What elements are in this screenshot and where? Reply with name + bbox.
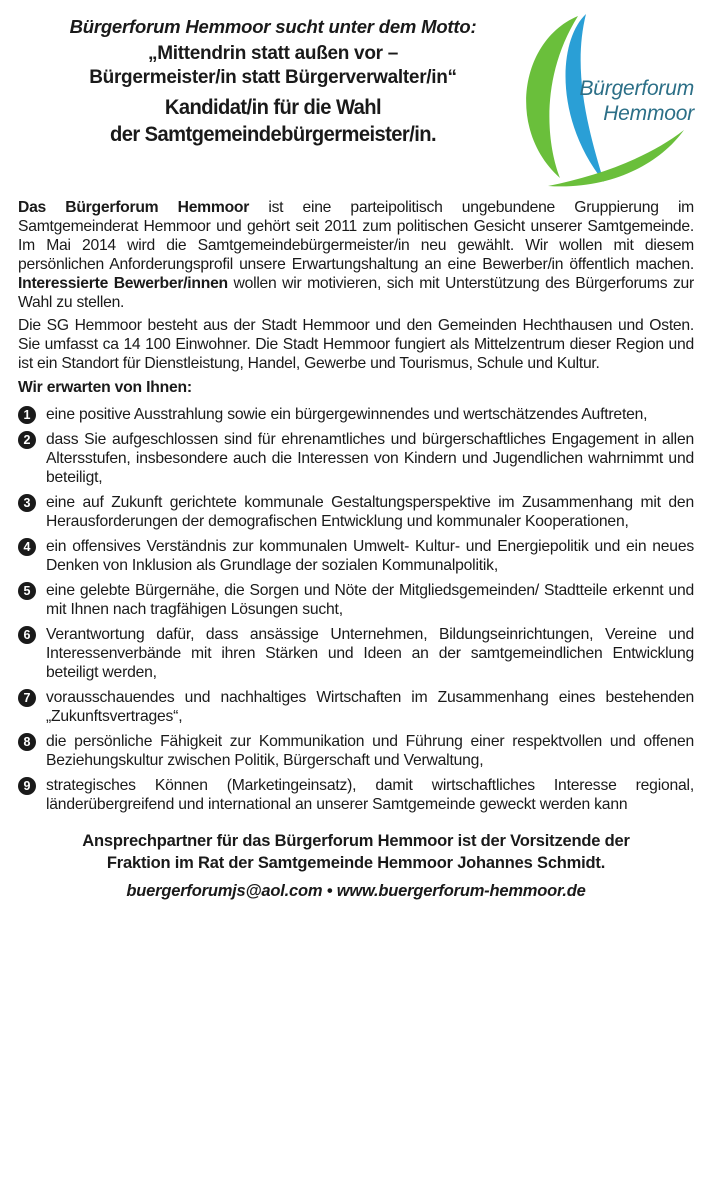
expectation-item [18,537,694,575]
website-link[interactable]: www.buergerforum-hemmoor.de [336,882,586,900]
intro-prefix: Bürgerforum Hemmoor [69,16,276,37]
expectation-item [18,430,694,487]
intro-strong-applicants: Interessierte Bewerber/innen [18,275,228,292]
expectations-list [18,405,694,814]
expectation-item [18,493,694,531]
expectation-text: die persönliche Fähigkeit zur Kommunikation und Führung einer respektvollen und offenen Beziehungskultur zwischen Politik, Bürgerschaft und Verwaltung, [46,733,694,769]
intro-text-a: ist eine parteipolitisch ungebundene Gruppierung im Samtgemeinderat Hemmoor und gehört seit 2011 zum politischen Gesicht unserer Samtgemeinde. Im Mai 2014 wird die Samtgemeindebürgermeister/in neu gewählt. Wir wollen mit diesem persönlichen Anforderungsprofil unsere Erwartungshaltung an eine Bewerber/in öffentlich machen. [18,199,694,273]
intro-suffix: unter dem Motto: [323,16,477,37]
headline-line-2: der Samtgemeindebürgermeister/in. [109,123,437,146]
expectation-text: vorausschauendes und nachhaltiges Wirtschaften im Zusammenhang eines bestehenden „Zukunftsvertrages“, [46,689,694,725]
email-link[interactable]: buergerforumjs@aol.com [126,882,323,900]
contact-line-2: Fraktion im Rat der Samtgemeinde Hemmoor Johannes Schmidt. [106,854,606,872]
expectation-text: eine gelebte Bürgernähe, die Sorgen und Nöte der Mitgliedsgemeinden/ Stadtteile erkennt und mit Ihnen nach tragfähigen Lösungen sucht, [46,582,694,618]
number-bullet-icon: 2 [18,431,36,449]
intro-emphasis: sucht [275,16,324,37]
footer [18,830,694,902]
number-bullet-icon: 6 [18,626,36,644]
expectation-item [18,625,694,682]
expectation-item [18,732,694,770]
logo-text [554,76,694,126]
expectation-item [18,405,694,424]
expectation-item [18,688,694,726]
motto-line-1: „Mittendrin statt außen vor – [148,43,398,64]
logo-line-2: Hemmoor [603,102,694,125]
number-bullet-icon: 9 [18,777,36,795]
headline-line-1: Kandidat/in für die Wahl [164,96,382,119]
expectation-text: ein offensives Verständnis zur kommunalen Umwelt- Kultur- und Energiepolitik und ein neues Denken von Inklusion als Grundlage der sozialen Kommunalpolitik, [46,538,694,574]
intro-paragraph [18,198,694,312]
expectation-item [18,581,694,619]
logo-green-base [548,130,684,186]
expectation-text: eine auf Zukunft gerichtete kommunale Gestaltungsperspektive im Zusammenhang mit den Herausforderungen der demografischen Entwicklung und kommunaler Kooperationen, [46,494,694,530]
number-bullet-icon: 8 [18,733,36,751]
expectations-heading: Wir erwarten von Ihnen: [18,379,192,396]
number-bullet-icon: 5 [18,582,36,600]
logo-line-1: Bürgerforum [579,77,694,100]
intro-line [18,16,528,38]
expectation-item [18,776,694,814]
header-text [18,16,528,148]
intro-strong-org: Das Bürgerforum Hemmoor [18,199,250,216]
number-bullet-icon: 1 [18,406,36,424]
number-bullet-icon: 7 [18,689,36,707]
links-line [18,880,694,902]
number-bullet-icon: 3 [18,494,36,512]
contact-line-1: Ansprechpartner für das Bürgerforum Hemmoor ist der Vorsitzende der [82,832,630,850]
links-separator: • [322,882,337,900]
expectation-text: dass Sie aufgeschlossen sind für ehrenamtliches und bürgerschaftliches Engagement in allen Altersstufen, insbesondere auch die Interessen von Kindern und Jugendlichen wahrnimmt und beteiligt, [46,431,694,486]
expectation-text: strategisches Können (Marketingeinsatz), damit wirtschaftliches Interesse regional, länderübergreifend und international an unserer Samtgemeinde geweckt werden kann [46,777,694,813]
header [18,10,694,190]
expectation-text: Verantwortung dafür, dass ansässige Unternehmen, Bildungseinrichtungen, Vereine und Interessenverbände mit ihren Stärken und Ideen an der samtgemeindlichen Entwicklung beteiligt werden, [46,626,694,681]
number-bullet-icon: 4 [18,538,36,556]
expectation-text: eine positive Ausstrahlung sowie ein bürgergewinnendes und wertschätzendes Auftreten, [46,406,648,423]
region-paragraph: Die SG Hemmoor besteht aus der Stadt Hemmoor und den Gemeinden Hechthausen und Osten. Sie umfasst ca 14 100 Einwohner. Die Stadt Hemmoor fungiert als Mittelzentrum dieser Region und ist ein Standort für Dienstleistung, Handel, Gewerbe und Tourismus, Schule und Kultur. [18,317,694,372]
motto-line-2: Bürgermeister/in statt Bürgerverwalter/in“ [89,67,457,88]
intro-text-b: wollen wir motivieren, sich mit Unterstützung des Bürgerforums zur Wahl zu stellen. [18,275,694,311]
buergerforum-logo [508,10,698,190]
